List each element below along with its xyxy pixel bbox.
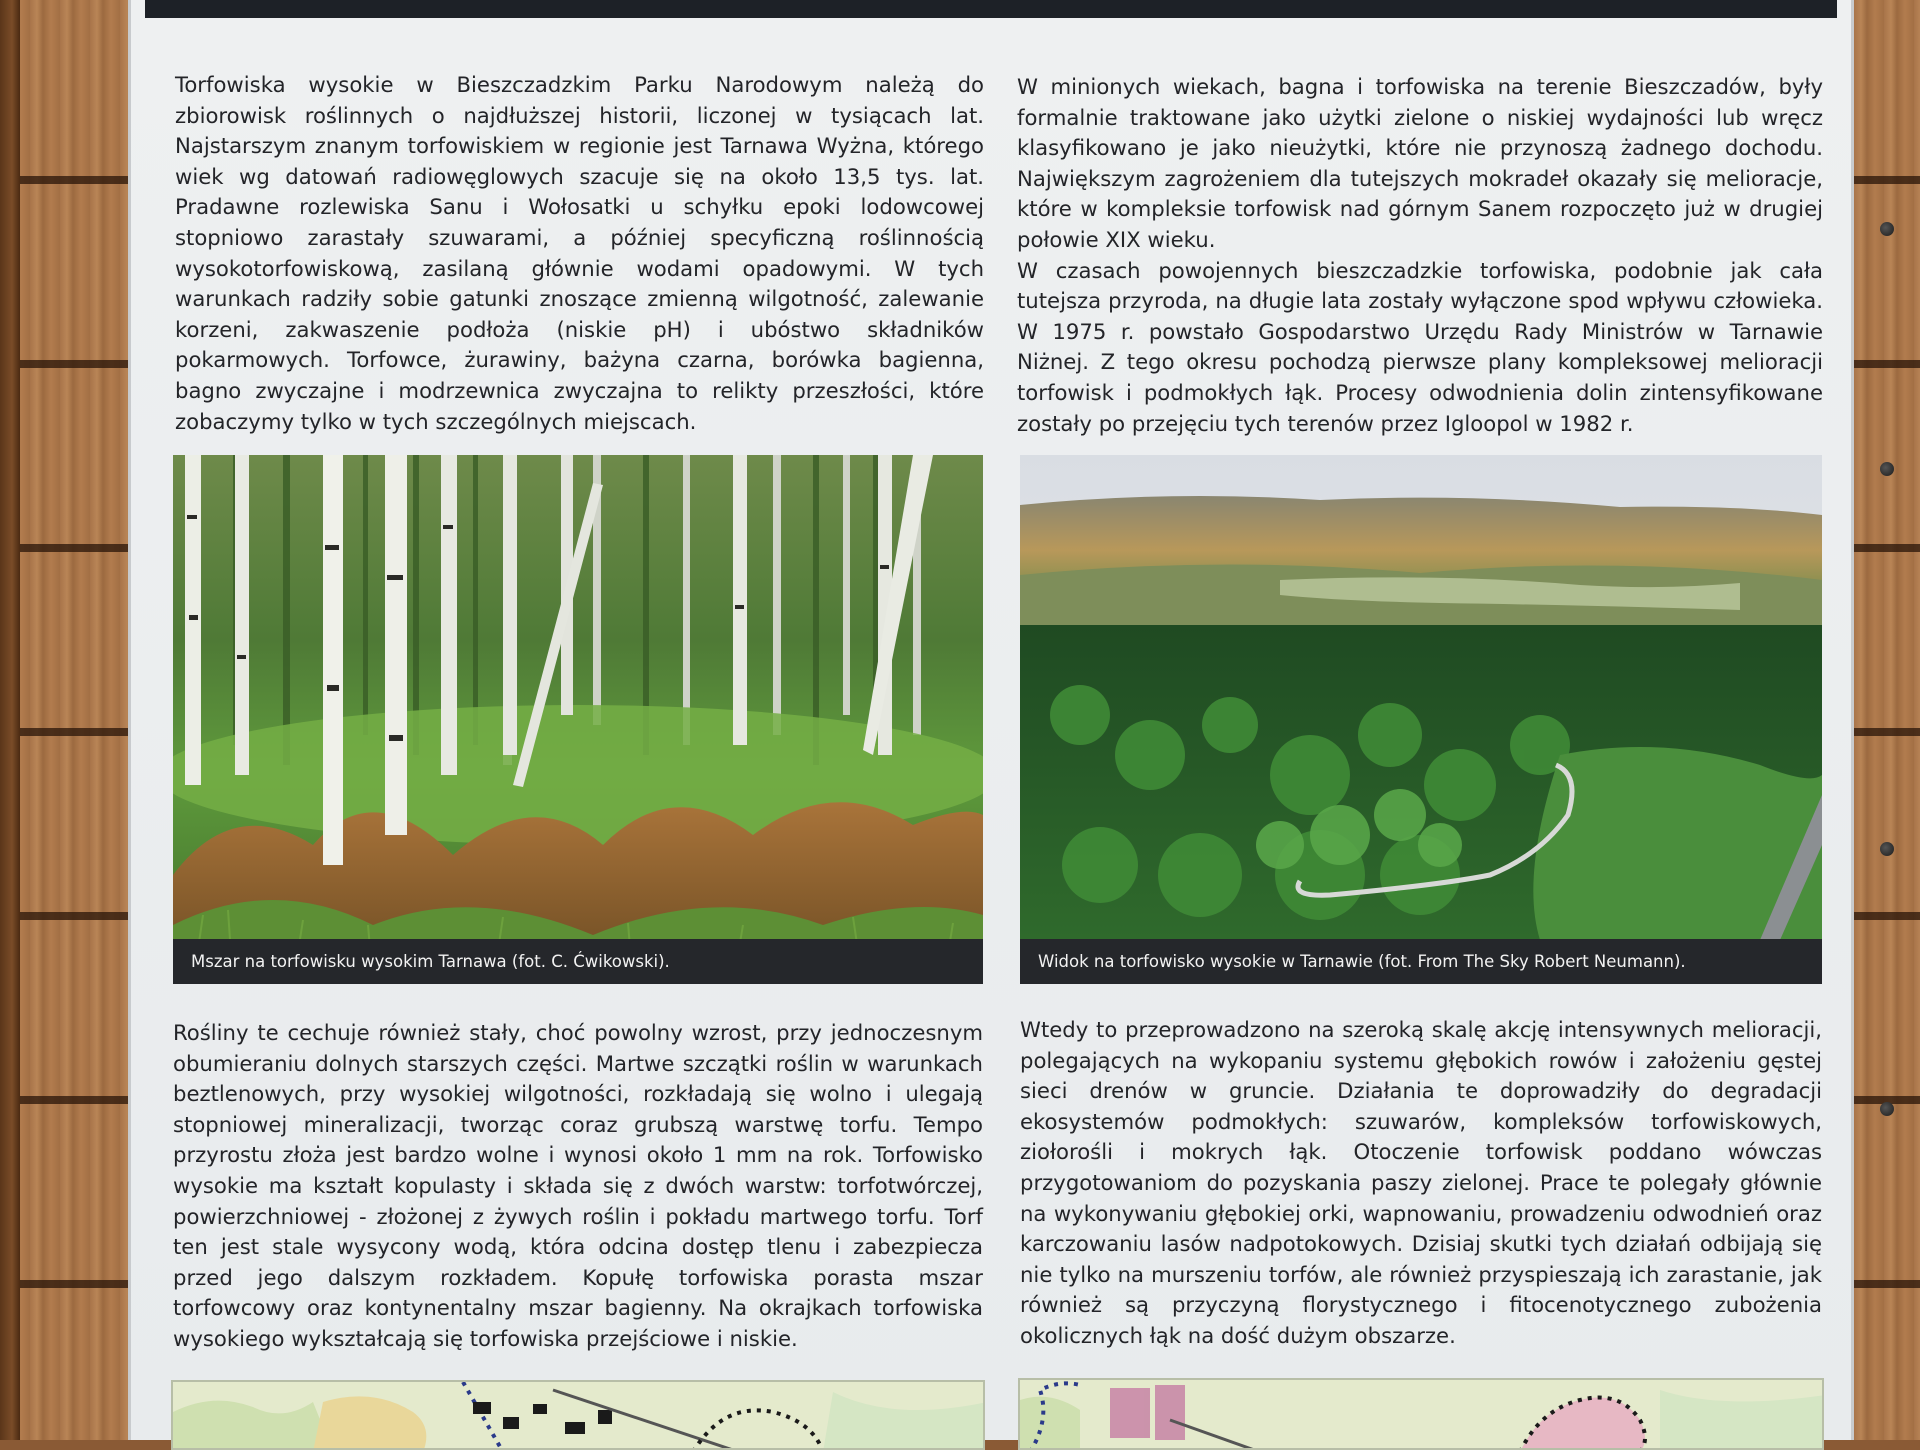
text-column-left-top — [175, 70, 984, 437]
text-column-right-top — [1017, 72, 1823, 439]
paragraph: W minionych wiekach, bagna i torfowiska na terenie Bieszczadów, były formalnie traktowane jako użytki zielone o niskiej wydajności lub wręcz klasyfikowano je jako nieużytki, które nie przynoszą żadnego dochodu. Największym zagrożeniem dla tutejszych mokradeł okazały się melioracje, które w kompleksie torfowisk nad górnym Sanem rozpoczęto już w drugiej połowie XIX wieku. — [1017, 74, 1823, 252]
paragraph: W czasach powojennych bieszczadzkie torfowiska, podobnie jak cała tutejsza przyroda, na długie lata zostały wyłączone spod wpływu człowieka. W 1975 r. powstało Gospodarstwo Urzędu Rady Ministrów w Tarnawie Niżnej. Z tego okresu pochodzą pierwsze plany kompleksowej melioracji torfowisk i podmokłych łąk. Procesy odwodnienia dolin zintensyfikowane zostały po przejęciu tych terenów przez Igloopol w 1982 r. — [1017, 257, 1823, 436]
text-column-left-bottom — [173, 1018, 983, 1355]
information-board — [128, 0, 1854, 1440]
aerial-bog-illustration — [1020, 455, 1822, 984]
screw-icon — [1880, 462, 1894, 476]
screw-icon — [1880, 842, 1894, 856]
photo-aerial-bog — [1020, 455, 1822, 984]
board-top-bar — [145, 0, 1837, 18]
wood-wall-left — [0, 0, 128, 1440]
wood-wall-right — [1854, 0, 1920, 1440]
map-right — [1018, 1378, 1824, 1450]
wooden-post — [0, 0, 20, 1440]
photo-caption: Mszar na torfowisku wysokim Tarnawa (fot. C. Ćwikowski). — [173, 939, 983, 984]
paragraph: Rośliny te cechuje również stały, choć powolny wzrost, przy jednoczesnym obumieraniu dolnych starszych części. Martwe szczątki roślin w warunkach beztlenowych, przy wysokiej wilgotności, rozkładają się wolno i ulegają stopniowej mineralizacji, tworząc coraz grubszą warstwę torfu. Tempo przyrostu złoża jest bardzo wolne i wynosi około 1 mm na rok. Torfowisko wysokie ma kształt kopulasty i składa się z dwóch warstw: torfotwórczej, powierzchniowej - złożonej z żywych roślin i pokładu martwego torfu. Torf ten jest stale wysycony wodą, która odcina dostęp tlenu i zabezpiecza przed jego dalszym rozkładem. Kopułę torfowiska porasta mszar torfowcowy oraz kontynentalny mszar bagienny. Na okrajkach torfowiska wysokiego wykształcają się torfowiska przejściowe i niskie. — [173, 1020, 983, 1351]
paragraph: Wtedy to przeprowadzono na szeroką skalę akcję intensywnych melioracji, polegających na wykopaniu systemu głębokich rowów i założeniu gęstej sieci drenów w gruncie. Działania te doprowadziły do degradacji ekosystemów podmokłych: szuwarów, kompleksów torfowiskowych, ziołorośli i mokrych łąk. Otoczenie torfowisk poddano wówczas przygotowaniom do pozyskania paszy zielonej. Prace te polegały głównie na wykonywaniu głębokiej orki, wapnowaniu, prowadzeniu odwodnień oraz karczowaniu lasów nadpotokowych. Dzisiaj skutki tych działań odbijają się nie tylko na murszeniu torfów, ale również przyspieszają ich zarastanie, jak również są przyczyną florystycznego i fitocenotycznego zubożenia okolicznych łąk na dość dużym obszarze. — [1020, 1017, 1822, 1348]
birch-bog-illustration — [173, 455, 983, 984]
photo-birch-bog — [173, 455, 983, 984]
paragraph: Torfowiska wysokie w Bieszczadzkim Parku Narodowym należą do zbiorowisk roślinnych o najdłuższej historii, liczonej w tysiącach lat. Najstarszym znanym torfowiskiem w regionie jest Tarnawa Wyżna, którego wiek wg datowań radiowęglowych szacuje się na około 13,5 tys. lat. Pradawne rozlewiska Sanu i Wołosatki u schyłku epoki lodowcowej stopniowo zarastały szuwarami, a później specyficzną roślinnością wysokotorfowiskową, zasilaną głównie wodami opadowymi. W tych warunkach radziły sobie gatunki znoszące zmienną wilgotność, zalewanie korzeni, zakwaszenie podłoża (niskie pH) i ubóstwo składników pokarmowych. Torfowce, żurawiny, bażyna czarna, borówka bagienna, bagno zwyczajne i modrzewnica zwyczajna to relikty przeszłości, które zobaczymy tylko w tych szczególnych miejscach. — [175, 72, 984, 434]
screw-icon — [1880, 1102, 1894, 1116]
photo-caption: Widok na torfowisko wysokie w Tarnawie (fot. From The Sky Robert Neumann). — [1020, 939, 1822, 984]
text-column-right-bottom — [1020, 1015, 1822, 1352]
screw-icon — [1880, 222, 1894, 236]
